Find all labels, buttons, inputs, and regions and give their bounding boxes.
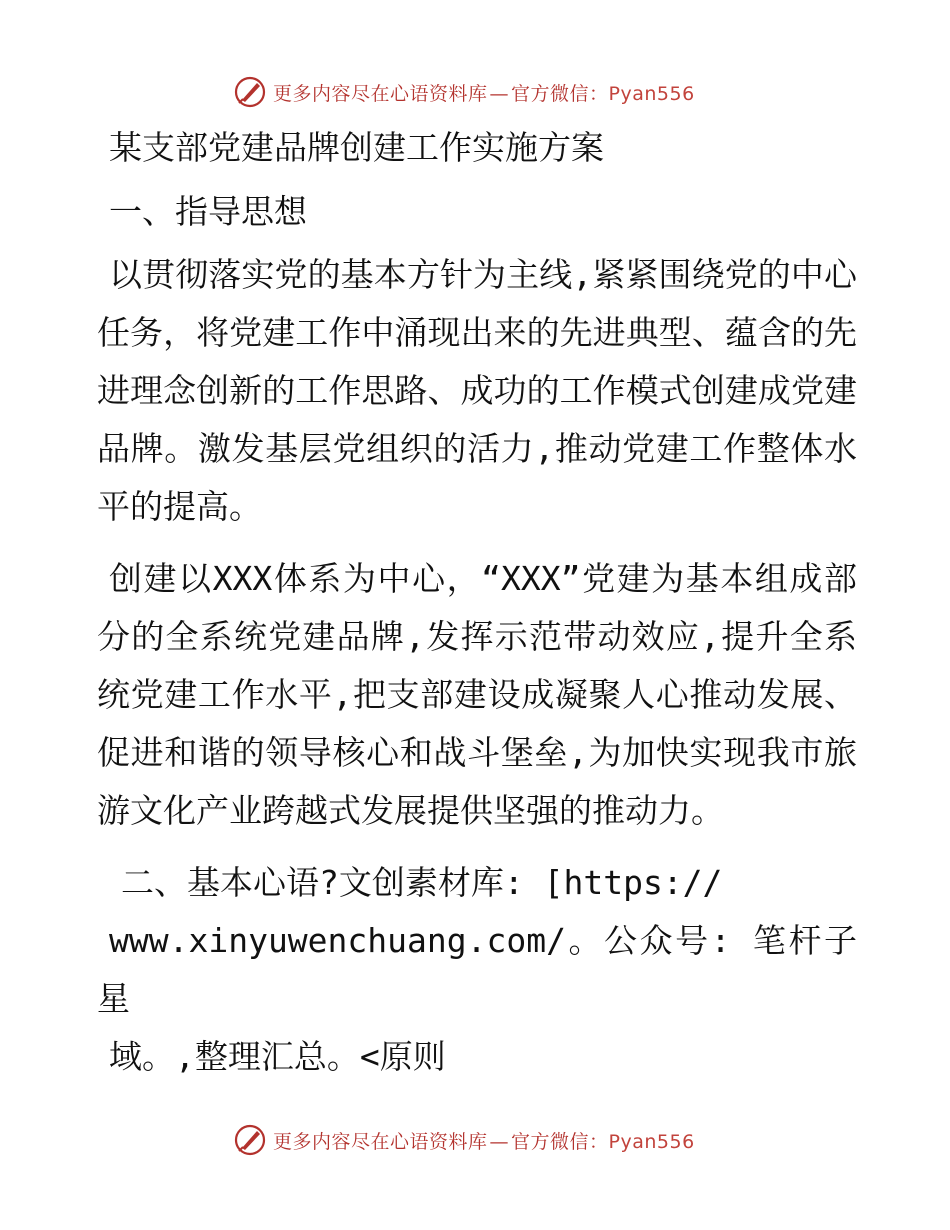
watermark-text [273,79,695,106]
watermark-official-label: 官方微信： [511,82,609,105]
watermark-label: 更多内容尽在心语资料库 [273,1130,488,1153]
watermark-footer [233,1120,793,1160]
document-body [97,122,857,1100]
document-title: 某支部党建品牌创建工作实施方案 [109,128,604,167]
watermark-header [233,72,793,112]
section-heading-guiding-thought: 一、指导思想 [109,192,307,231]
watermark-label: 更多内容尽在心语资料库 [273,82,488,105]
watermark-text [273,1127,695,1154]
section-basic-principles [97,854,857,1086]
watermark-wechat-id: Pyan556 [608,82,695,105]
watermark-official-label: 官方微信： [511,1130,609,1153]
quill-pen-circle-icon [233,75,267,109]
watermark-separator: — [489,82,510,105]
principles-line-1: 二、基本心语?文创素材库: [https:// [121,863,723,902]
paragraph-brand-creation: 创建以XXX体系为中心，“XXX”党建为基本组成部分的全系统党建品牌,发挥示范带动效应,提升全系统党建工作水平,把支部建设成凝聚人心推动发展、促进和谐的领导核心和战斗堡垒,为加快实现我市旅游文化产业跨越式发展提供坚强的推动力。 [97,559,857,830]
principles-line-2: www.xinyuwenchuang.com/。公众号: 笔杆子星 [97,921,857,1018]
watermark-wechat-id: Pyan556 [608,1130,695,1153]
principles-line-3: 域。,整理汇总。<原则 [109,1037,446,1076]
paragraph-main-line: 以贯彻落实党的基本方针为主线,紧紧围绕党的中心任务，将党建工作中涌现出来的先进典型、蕴含的先进理念创新的工作思路、成功的工作模式创建成党建品牌。激发基层党组织的活力,推动党建工作整体水平的提高。 [97,255,857,526]
watermark-separator: — [489,1130,510,1153]
quill-pen-circle-icon [233,1123,267,1157]
